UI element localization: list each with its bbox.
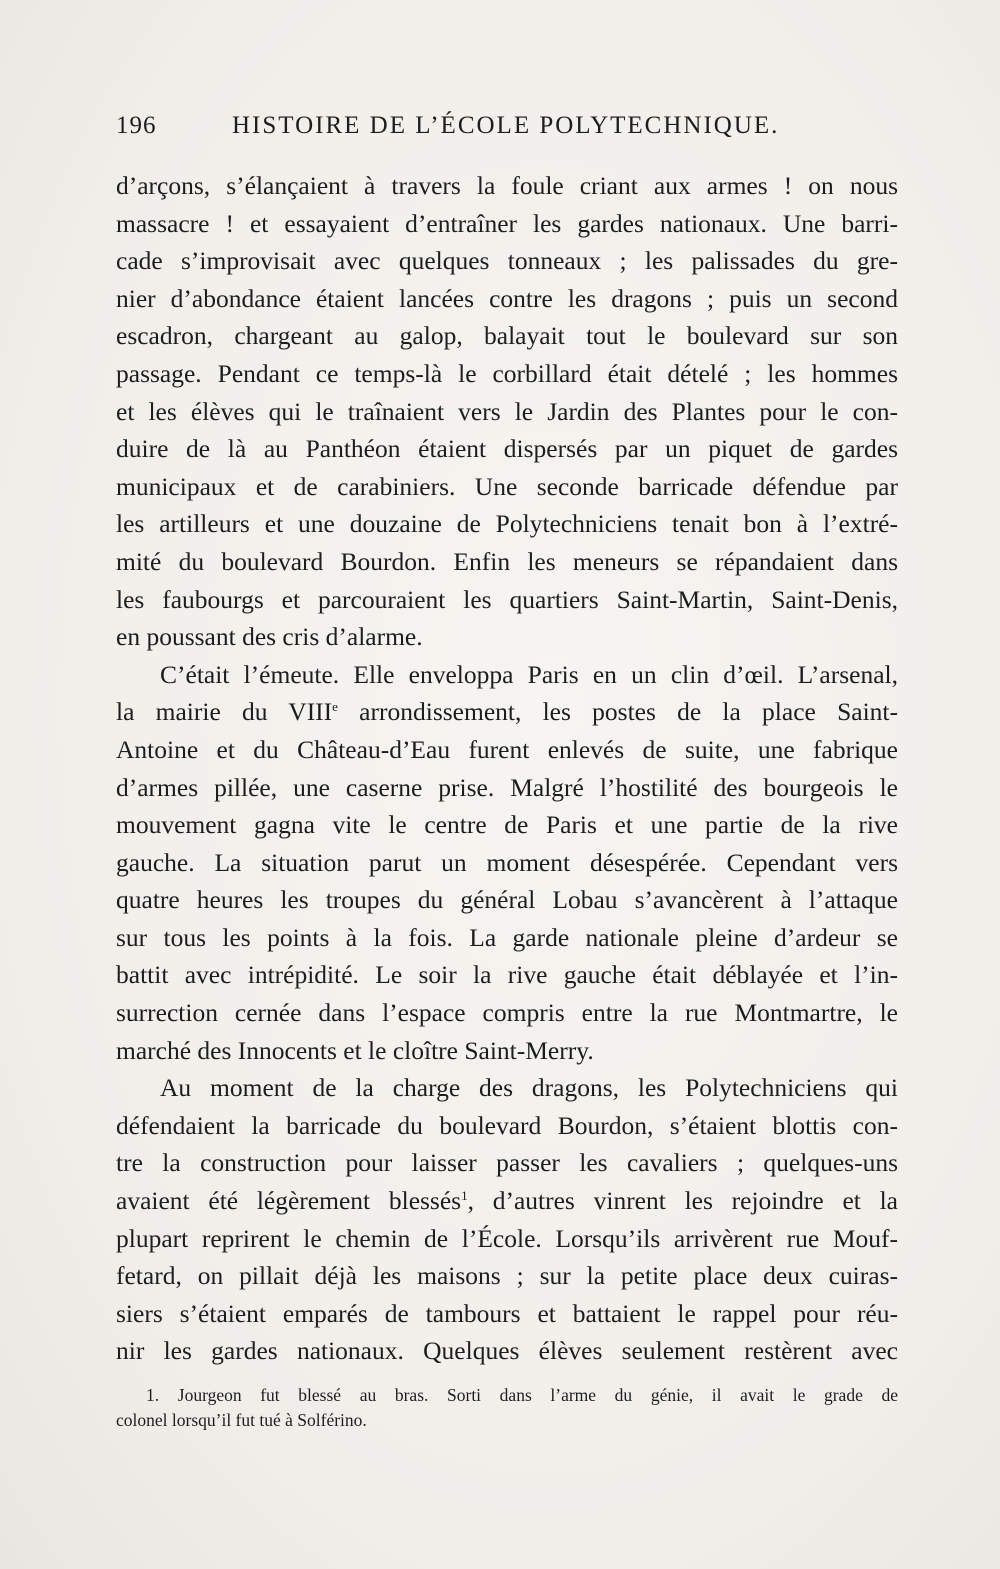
text-line: escadron, chargeant au galop, balayait tout le boulevard sur son (116, 321, 898, 351)
text-segment: la mairie du VIII (116, 697, 333, 727)
text-line: battit avec intrépidité. Le soir la rive gauche était déblayée et l’in- (116, 960, 898, 990)
text-line: quatre heures les troupes du général Lobau s’avancèrent à l’attaque (116, 885, 898, 915)
text-line: siers s’étaient emparés de tambours et battaient le rappel pour réu- (116, 1298, 898, 1328)
text-line: mité du boulevard Bourdon. Enfin les meneurs se répandaient dans (116, 546, 898, 576)
text-line: d’arçons, s’élançaient à travers la foule criant aux armes ! on nous (116, 171, 898, 200)
text-line: tre la construction pour laisser passer les cavaliers ; quelques-uns (116, 1148, 898, 1178)
text-line: marché des Innocents et le cloître Saint-Merry. (116, 1035, 594, 1065)
text-line: C’était l’émeute. Elle enveloppa Paris en un clin d’œil. L’arsenal, (160, 659, 898, 689)
text-segment: avaient été légèrement blessés (116, 1186, 462, 1216)
text-line: défendaient la barricade du boulevard Bourdon, s’étaient blottis con- (116, 1110, 898, 1140)
text-line: passage. Pendant ce temps-là le corbillard était dételé ; les hommes (116, 358, 898, 388)
text-line: et les élèves qui le traînaient vers le Jardin des Plantes pour le con- (116, 396, 898, 426)
text-line: Au moment de la charge des dragons, les Polytechniciens qui (160, 1073, 898, 1103)
text-line: fetard, on pillait déjà les maisons ; sur la petite place deux cuiras- (116, 1261, 898, 1291)
text-line: surrection cernée dans l’espace compris entre la rue Montmartre, le (116, 998, 898, 1028)
text-segment: arrondissement, les postes de la place Saint- (337, 697, 898, 727)
text-line: sur tous les points à la fois. La garde nationale pleine d’ardeur se (116, 922, 898, 952)
text-line-with-footnote-ref (116, 1182, 898, 1220)
text-line: cade s’improvisait avec quelques tonneaux ; les palissades du gre- (116, 246, 898, 276)
text-line: municipaux et de carabiniers. Une seconde barricade défendue par (116, 471, 898, 501)
text-segment: , d’autres vinrent les rejoindre et la (467, 1186, 899, 1216)
running-title: HISTOIRE DE L’ÉCOLE POLYTECHNIQUE. (232, 112, 780, 139)
footnote-line: colonel lorsqu’il fut tué à Solférino. (116, 1410, 367, 1430)
text-line: d’armes pillée, une caserne prise. Malgré l’hostilité des bourgeois le (116, 772, 898, 802)
page-header (116, 112, 906, 148)
page-number: 196 (116, 112, 157, 139)
text-line: mouvement gagna vite le centre de Paris et une partie de la rive (116, 810, 898, 840)
footnote (116, 1383, 898, 1433)
superscript: e (332, 699, 338, 715)
footnote-reference[interactable]: 1 (461, 1188, 468, 1204)
text-line: nier d’abondance étaient lancées contre les dragons ; puis un second (116, 283, 898, 313)
body-text (116, 167, 898, 1370)
text-line: les artilleurs et une douzaine de Polytechniciens tenait bon à l’extré- (116, 509, 898, 539)
text-line: duire de là au Panthéon étaient dispersés par un piquet de gardes (116, 434, 898, 464)
text-line-with-superscript (116, 693, 898, 731)
text-line: gauche. La situation parut un moment désespérée. Cependant vers (116, 847, 898, 877)
text-line: en poussant des cris d’alarme. (116, 622, 423, 652)
text-line: nir les gardes nationaux. Quelques élèves seulement restèrent avec (116, 1336, 898, 1366)
text-line: massacre ! et essayaient d’entraîner les gardes nationaux. Une barri- (116, 208, 898, 238)
text-line: plupart reprirent le chemin de l’École. Lorsqu’ils arrivèrent rue Mouf- (116, 1223, 898, 1253)
footnote-line: 1. Jourgeon fut blessé au bras. Sorti dans l’arme du génie, il avait le grade de (146, 1385, 898, 1405)
text-line: les faubourgs et parcouraient les quartiers Saint-Martin, Saint-Denis, (116, 584, 898, 614)
text-line: Antoine et du Château-d’Eau furent enlevés de suite, une fabrique (116, 734, 898, 764)
